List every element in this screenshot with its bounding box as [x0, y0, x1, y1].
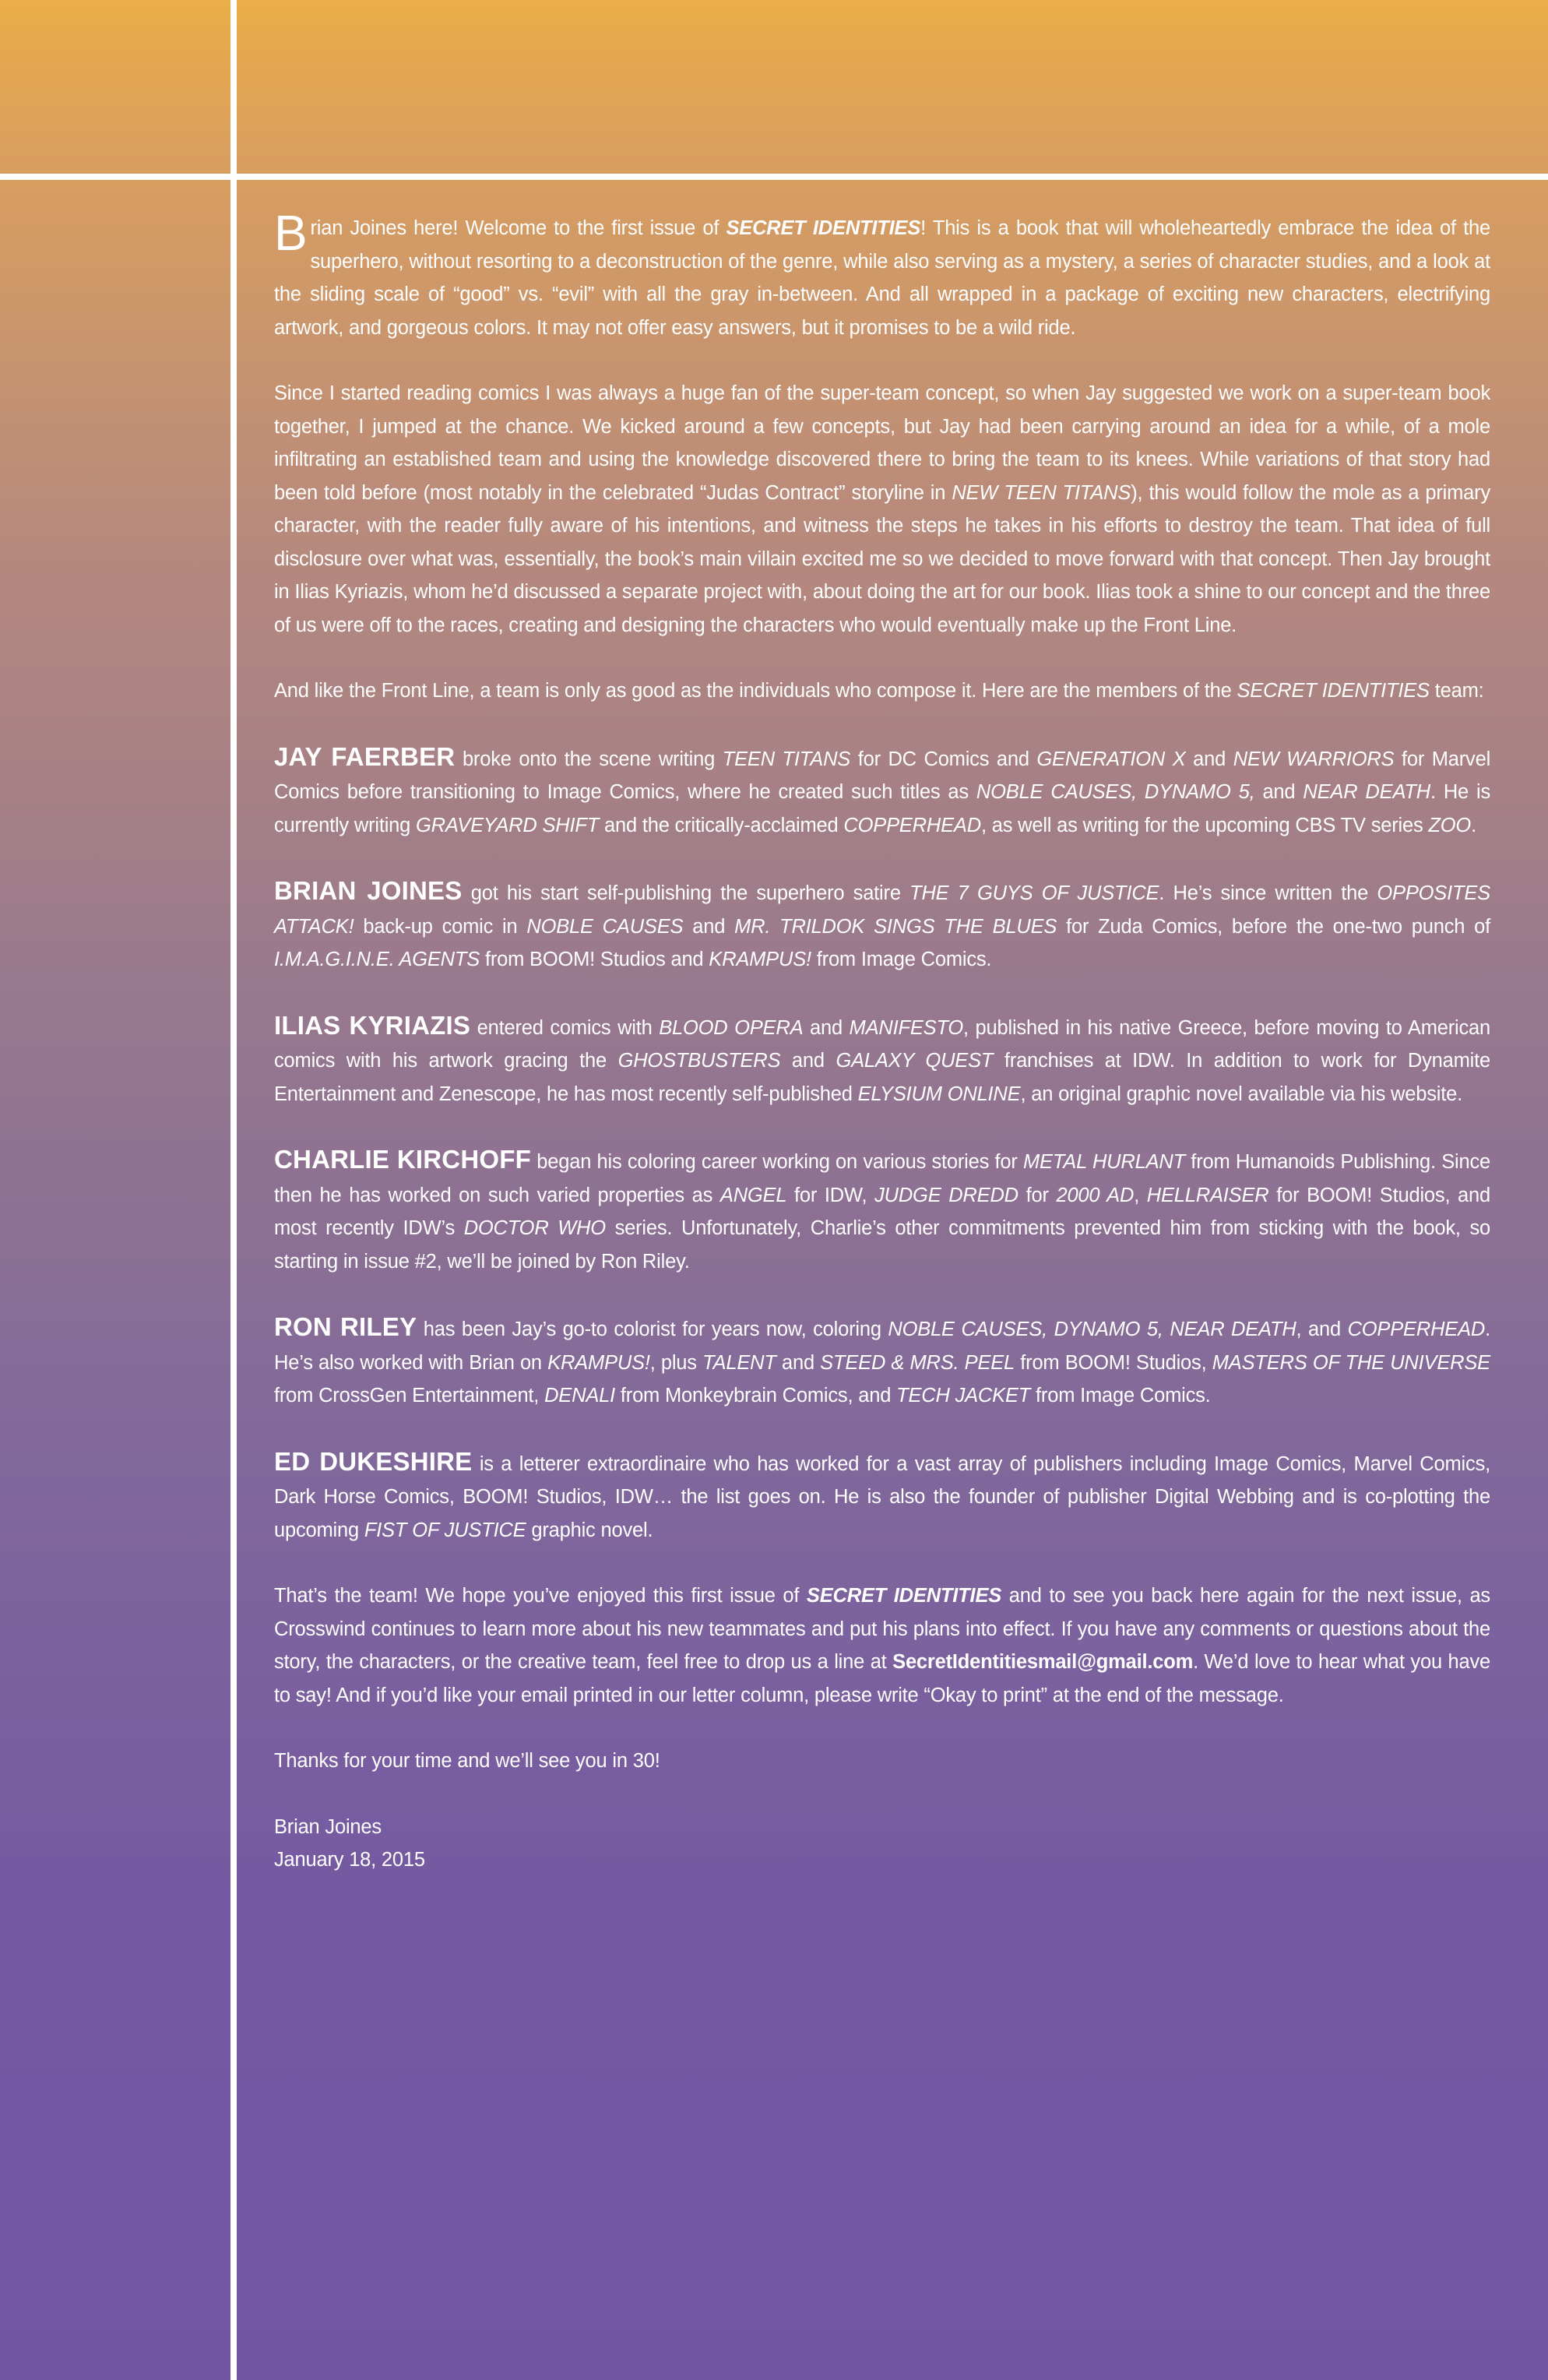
- creator-name: RON RILEY: [274, 1312, 417, 1341]
- vertical-divider: [230, 0, 237, 2380]
- signature-date: January 18, 2015: [274, 1849, 425, 1871]
- creator-name: ED DUKESHIRE: [274, 1446, 473, 1476]
- bio-charlie-kirchoff: CHARLIE KIRCHOFF began his coloring career working on various stories for METAL HURLANT from Humanoids Publishing. Since then he has worked on such varied properties as ANGEL for IDW, JUDGE DREDD for 2000 AD, HELLRAISER for BOOM! Studios, and most recently IDW’s DOCTOR WHO series. Unfortunately, Charlie’s other commitments prevented him from sticking with the book, so starting in issue #2, we’ll be joined by Ron Riley.: [274, 1145, 1491, 1273]
- intro-paragraph: Brian Joines here! Welcome to the first issue of SECRET IDENTITIES! This is a book that will wholeheartedly embrace the idea of the superhero, without resorting to a deconstruction of the genre, while also serving as a mystery, a series of character studies, and a look at the sliding scale of “good” vs. “evil” with all the gray in-between. And all wrapped in a package of exciting new characters, electrifying artwork, and gorgeous colors. It may not offer easy answers, but it promises to be a wild ride.: [274, 205, 1490, 339]
- signature: [274, 1811, 1490, 1877]
- creator-name: CHARLIE KIRCHOFF: [274, 1145, 531, 1174]
- creator-name: JAY FAERBER: [274, 741, 456, 771]
- letter-body: [274, 205, 1491, 1877]
- book-title: SECRET IDENTITIES: [726, 217, 921, 239]
- bio-ron-riley: RON RILEY has been Jay’s go-to colorist for years now, coloring NOBLE CAUSES, DYNAMO 5, NEAR DEATH, and COPPERHEAD. He’s also worked with Brian on KRAMPUS!, plus TALENT and STEED & MRS. PEEL from BOOM! Studios, MASTERS OF THE UNIVERSE from CrossGen Entertainment, DENALI from Monkeybrain Comics, and TECH JACKET from Image Comics.: [274, 1312, 1491, 1407]
- origin-paragraph: Since I started reading comics I was always a huge fan of the super-team concept, so when Jay suggested we work on a super-team book together, I jumped at the chance. We kicked around a few concepts, but Jay had been carrying around an idea for a while, of a mole infiltrating an established team and using the knowledge discovered there to bring the team to its knees. While variations of that story had been told before (most notably in the celebrated “Judas Contract” storyline in NEW TEEN TITANS), this would follow the mole as a primary character, with the reader fully aware of his intentions, and witness the steps he takes in his efforts to destroy the team. That idea of full disclosure over what was, essentially, the book’s main villain excited me so we decided to move forward with that concept. Then Jay brought in Ilias Kyriazis, whom he’d discussed a separate project with, about doing the art for our book. Ilias took a shine to our concept and the three of us were off to the races, creating and designing the characters who would eventually make up the Front Line.: [274, 382, 1491, 636]
- book-title: SECRET IDENTITIES: [806, 1585, 1002, 1607]
- thanks-line: Thanks for your time and we’ll see you in 30!: [274, 1750, 660, 1772]
- signature-name: Brian Joines: [274, 1815, 382, 1838]
- horizontal-divider: [0, 174, 1548, 180]
- team-intro-paragraph: And like the Front Line, a team is only as good as the individuals who compose it. Here are the members of the SECRET IDENTITIES team:: [274, 680, 1484, 702]
- creator-name: ILIAS KYRIAZIS: [274, 1010, 471, 1040]
- creator-name: BRIAN JOINES: [274, 876, 463, 905]
- bio-ed-dukeshire: ED DUKESHIRE is a letterer extraordinaire who has worked for a vast array of publishers including Image Comics, Marvel Comics, Dark Horse Comics, BOOM! Studios, IDW… the list goes on. He is also the founder of publisher Digital Webbing and is co-plotting the upcoming FIST OF JUSTICE graphic novel.: [274, 1446, 1490, 1541]
- bio-jay-faerber: JAY FAERBER broke onto the scene writing TEEN TITANS for DC Comics and GENERATION X and NEW WARRIORS for Marvel Comics before transitioning to Image Comics, where he created such titles as NOBLE CAUSES, DYNAMO 5, and NEAR DEATH. He is currently writing GRAVEYARD SHIFT and the critically-acclaimed COPPERHEAD, as well as writing for the upcoming CBS TV series ZOO.: [274, 741, 1491, 836]
- contact-email: SecretIdentitiesmail@gmail.com: [892, 1651, 1194, 1673]
- bio-ilias-kyriazis: ILIAS KYRIAZIS entered comics with BLOOD OPERA and MANIFESTO, published in his native Greece, before moving to American comics with his artwork gracing the GHOSTBUSTERS and GALAXY QUEST franchises at IDW. In addition to work for Dynamite Entertainment and Zenescope, he has most recently self-published ELYSIUM ONLINE, an original graphic novel available via his website.: [274, 1010, 1490, 1105]
- bio-brian-joines: BRIAN JOINES got his start self-publishing the superhero satire THE 7 GUYS OF JUSTICE. He’s since written the OPPOSITES ATTACK! back-up comic in NOBLE CAUSES and MR. TRILDOK SINGS THE BLUES for Zuda Comics, before the one-two punch of I.M.A.G.I.N.E. AGENTS from BOOM! Studios and KRAMPUS! from Image Comics.: [274, 876, 1490, 970]
- drop-cap: B: [274, 205, 308, 261]
- closing-paragraph: That’s the team! We hope you’ve enjoyed this first issue of SECRET IDENTITIES and to see you back here again for the next issue, as Crosswind continues to learn more about his new teammates and put his plans into effect. If you have any comments or questions about the story, the characters, or the creative team, feel free to drop us a line at SecretIdentitiesmail@gmail.com. We’d love to hear what you have to say! And if you’d like your email printed in our letter column, please write “Okay to print” at the end of the message.: [274, 1585, 1490, 1706]
